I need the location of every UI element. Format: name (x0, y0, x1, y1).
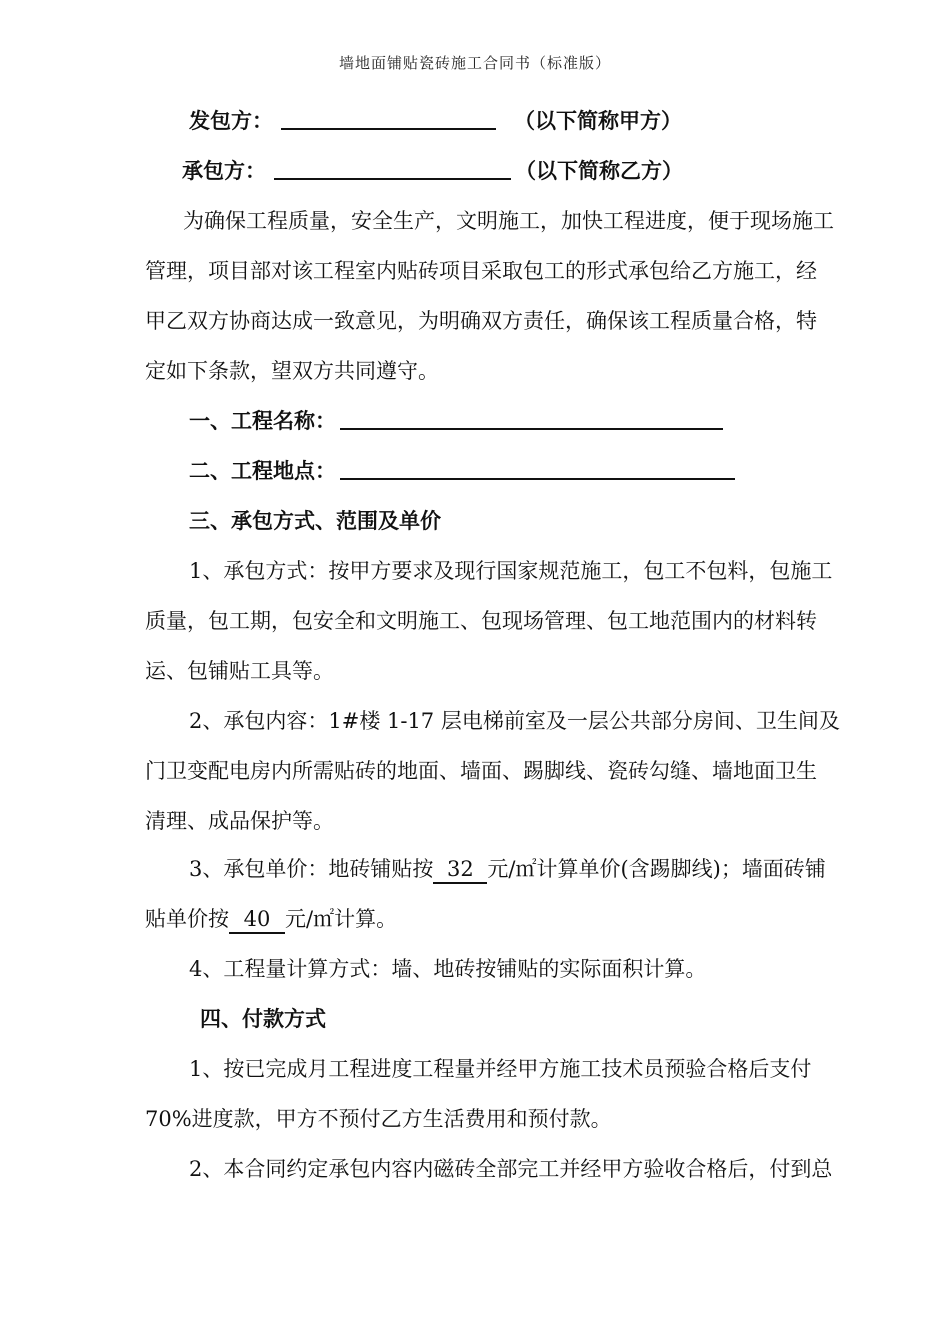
party-a-line (189, 108, 682, 134)
section-2-title: 二、工程地点： (189, 459, 336, 483)
section-3-title: 三、承包方式、范围及单价 (189, 509, 441, 533)
s3-item1-line-2: 质量，包工期，包安全和文明施工、包现场管理、包工地范围内的材料转 (145, 609, 817, 633)
s4-item1-line-1: 1、按已完成月工程进度工程量并经甲方施工技术员预验合格后支付 (189, 1057, 812, 1081)
party-a-label: 发包方： (189, 109, 273, 133)
project-location-blank[interactable] (340, 458, 735, 480)
section-1-line (189, 408, 723, 434)
party-b-line (182, 158, 683, 184)
s3-item4-line: 4、工程量计算方式：墙、地砖按铺贴的实际面积计算。 (189, 957, 707, 981)
s3-item2-line-1: 2、承包内容：1#楼 1-17 层电梯前室及一层公共部分房间、卫生间及 (189, 709, 840, 733)
s3-item3-prefix: 3、承包单价：地砖铺贴按 (189, 857, 434, 881)
s3-item2-line-2: 门卫变配电房内所需贴砖的地面、墙面、踢脚线、瓷砖勾缝、墙地面卫生 (145, 759, 817, 783)
s4-item2-line-1: 2、本合同约定承包内容内磁砖全部完工并经甲方验收合格后，付到总 (189, 1157, 833, 1181)
party-a-note: （以下简称甲方） (514, 109, 682, 133)
s3-item1-line-3: 运、包铺贴工具等。 (145, 659, 334, 683)
intro-line-1: 为确保工程质量，安全生产，文明施工，加快工程进度，便于现场施工 (183, 209, 834, 233)
section-1-title: 一、工程名称： (189, 409, 336, 433)
party-a-blank[interactable] (281, 108, 496, 130)
floor-price-unit: 元/㎡ (487, 857, 537, 881)
wall-price-unit: 元/㎡ (285, 907, 335, 931)
project-name-blank[interactable] (340, 408, 723, 430)
floor-price-field[interactable]: 32 (433, 856, 487, 884)
party-b-label: 承包方： (182, 159, 266, 183)
party-b-note: （以下简称乙方） (515, 159, 683, 183)
s3-item3-mid: 计算单价(含踢脚线)；墙面砖铺 (536, 857, 826, 881)
section-4-title: 四、付款方式 (200, 1007, 326, 1031)
party-b-blank[interactable] (274, 158, 511, 180)
intro-line-3: 甲乙双方协商达成一致意见，为明确双方责任，确保该工程质量合格，特 (145, 309, 817, 333)
s4-item1-line-2: 70%进度款，甲方不预付乙方生活费用和预付款。 (145, 1107, 612, 1131)
wall-price-field[interactable]: 40 (229, 906, 285, 934)
intro-line-2: 管理，项目部对该工程室内贴砖项目采取包工的形式承包给乙方施工，经 (145, 259, 817, 283)
s3-item3-suffix: 计算。 (334, 907, 398, 931)
section-2-line (189, 458, 735, 484)
s3-item3-line-2 (145, 906, 397, 934)
s3-item2-line-3: 清理、成品保护等。 (145, 809, 334, 833)
s3-item3-line2-prefix: 贴单价按 (145, 907, 229, 931)
s3-item1-line-1: 1、承包方式：按甲方要求及现行国家规范施工，包工不包料，包施工 (189, 559, 833, 583)
intro-line-4: 定如下条款，望双方共同遵守。 (145, 359, 439, 383)
s3-item3-line-1 (189, 856, 826, 884)
page-header: 墙地面铺贴瓷砖施工合同书（标准版） (338, 54, 611, 72)
